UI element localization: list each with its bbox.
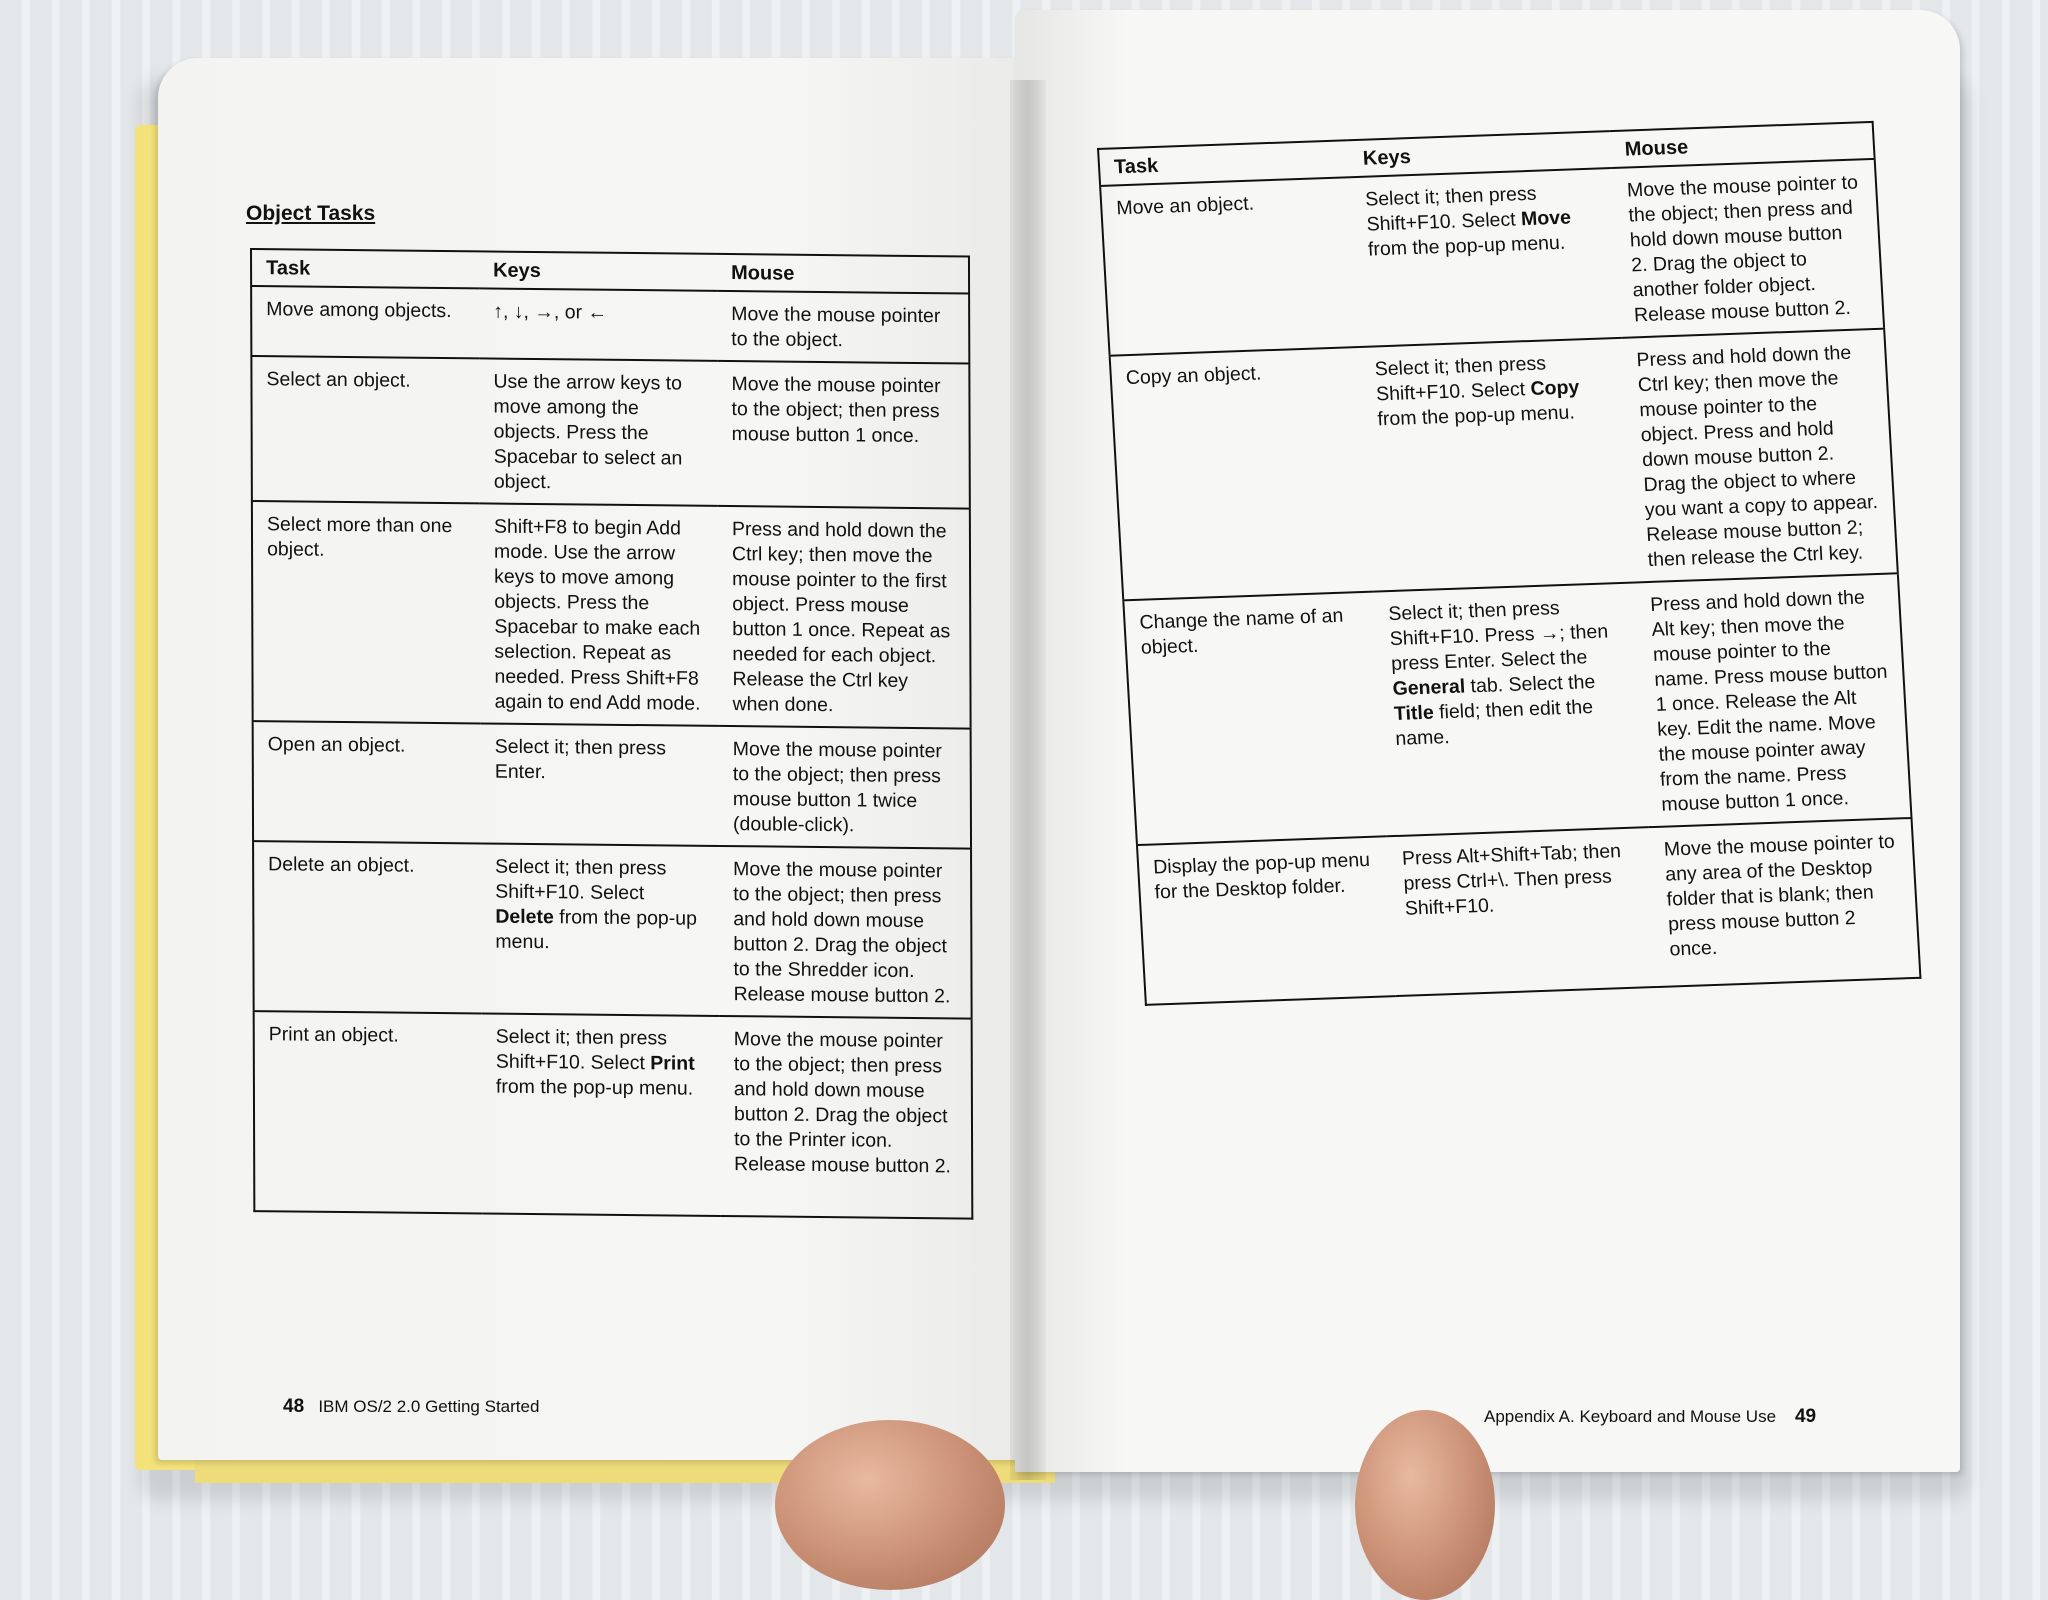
section-name: Appendix A. Keyboard and Mouse Use [1484, 1407, 1777, 1426]
table-row [254, 1011, 973, 1219]
task-cell: Select more than one object. [252, 501, 481, 723]
table-row [251, 286, 969, 364]
page-number-right: 49 [1794, 1406, 1817, 1427]
left-page-footer [283, 1396, 539, 1418]
mouse-cell: Press and hold down the Alt key; then move the mouse pointer to the name. Press mouse button 1 once. Release the Alt key. Edit the name. Move the mouse pointer away from the name. Press mouse button 1 once. [1635, 573, 1912, 827]
mouse-cell: Move the mouse pointer to the object; then press mouse button 1 twice (double-click). [719, 726, 971, 849]
keys-cell: Select it; then press Shift+F10. Select Print from the pop-up menu. [482, 1013, 721, 1216]
task-cell: Select an object. [251, 356, 479, 503]
section-title: Object Tasks [246, 202, 376, 225]
book-spine [1010, 80, 1046, 1480]
mouse-cell: Move the mouse pointer to any area of the Desktop folder that is blank; then press mouse button 2 once. [1649, 818, 1921, 987]
header-task: Task [251, 249, 479, 288]
keys-cell: Use the arrow keys to move among the objects. Press the Spacebar to select an object. [479, 358, 717, 506]
keys-cell: ↑, ↓, →, or ← [479, 288, 717, 360]
page-number-left: 48 [283, 1396, 305, 1417]
table-row [1137, 818, 1920, 1005]
keys-cell: Press Alt+Shift+Tab; then press Ctrl+\. Then press Shift+F10. [1387, 827, 1658, 996]
task-cell: Move among objects. [251, 286, 479, 358]
right-page-footer [1484, 1406, 1816, 1428]
task-cell: Print an object. [254, 1011, 483, 1213]
table-row [253, 841, 972, 1019]
header-task: Task [1098, 140, 1350, 186]
mouse-cell: Move the mouse pointer to the object; then press mouse button 1 once. [717, 361, 969, 509]
object-tasks-table-right [1097, 121, 1921, 1006]
task-cell: Copy an object. [1110, 347, 1374, 600]
keys-cell: Select it; then press Enter. [481, 723, 719, 846]
mouse-cell: Move the mouse pointer to the object; then press and hold down mouse button 2. Drag the object to another folder object. Release mouse button 2. [1612, 159, 1884, 338]
mouse-cell: Move the mouse pointer to the object. [717, 291, 969, 364]
mouse-cell: Move the mouse pointer to the object; then press and hold down mouse button 2. Drag the object to the Shredder icon. Release mouse button 2. [719, 846, 972, 1019]
header-keys: Keys [479, 251, 717, 290]
keys-cell: Select it; then press Shift+F10. Select Copy from the pop-up menu. [1359, 338, 1635, 592]
task-cell: Open an object. [253, 721, 481, 843]
left-thumb [775, 1420, 1005, 1590]
mouse-cell: Move the mouse pointer to the object; then press and hold down mouse button 2. Drag the object to the Printer icon. Release mouse button 2. [720, 1016, 973, 1219]
right-thumb [1355, 1410, 1495, 1600]
task-cell: Display the pop-up menu for the Desktop folder. [1137, 836, 1396, 1005]
task-cell: Move an object. [1100, 177, 1359, 355]
header-mouse: Mouse [1610, 122, 1875, 168]
book-title: IBM OS/2 2.0 Getting Started [318, 1397, 540, 1416]
object-tasks-table-left [250, 248, 973, 1220]
keys-cell: Select it; then press Shift+F10. Select Delete from the pop-up menu. [481, 843, 720, 1016]
keys-cell: Select it; then press Shift+F10. Press →; then press Enter. Select the General tab. Select the Title field; then edit the name. [1373, 582, 1649, 836]
table-row [1100, 159, 1884, 356]
keys-cell: Select it; then press Shift+F10. Select Move from the pop-up menu. [1350, 168, 1621, 347]
table-row [253, 721, 971, 849]
task-cell: Change the name of an object. [1123, 592, 1387, 845]
table-row [1123, 573, 1911, 845]
keys-cell: Shift+F8 to begin Add mode. Use the arrow keys to move among objects. Press the Spacebar to make each selection. Repeat as needed. Press Shift+F8 again to end Add mode. [480, 503, 719, 726]
header-keys: Keys [1348, 131, 1612, 177]
table-row [1110, 329, 1898, 601]
mouse-cell: Press and hold down the Ctrl key; then move the mouse pointer to the object. Press and hold down mouse button 2. Drag the object to where you want a copy to appear. Release mouse button 2; then release the Ctrl key. [1621, 329, 1898, 583]
table-row [252, 501, 971, 729]
mouse-cell: Press and hold down the Ctrl key; then move the mouse pointer to the first object. Press mouse button 1 once. Repeat as needed for each object. Release the Ctrl key when done. [718, 506, 971, 729]
table-row [251, 356, 969, 509]
task-cell: Delete an object. [253, 841, 482, 1013]
header-mouse: Mouse [717, 254, 969, 294]
